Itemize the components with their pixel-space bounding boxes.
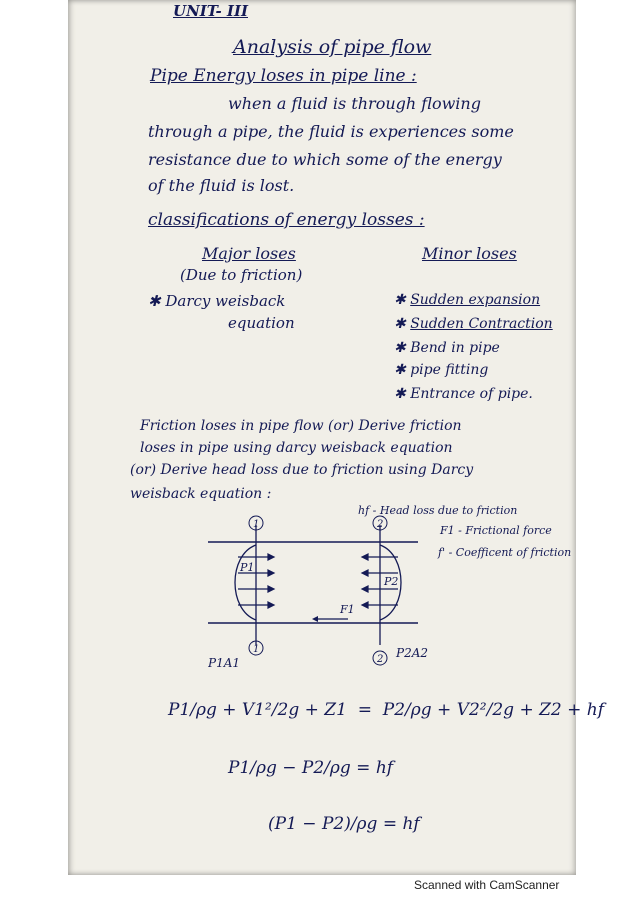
- legend-fprime: f' - Coefficent of friction: [438, 546, 572, 559]
- paragraph-line-3: resistance due to which some of the energy: [148, 150, 502, 169]
- major-losses-title: Major loses: [202, 244, 296, 263]
- f1-label: F1: [340, 603, 355, 616]
- pipe-flow-diagram: [208, 515, 428, 675]
- equation-1: P1/ρg + V1²/2g + Z1 = P2/ρg + V2²/2g + Z2 + hf: [168, 700, 605, 720]
- derive-line-3: (or) Derive head loss due to friction using Darcy: [130, 462, 474, 478]
- derive-line-1: Friction loses in pipe flow (or) Derive friction: [140, 418, 462, 434]
- major-losses-subtitle: (Due to friction): [180, 266, 303, 284]
- minor-item-text: Bend in pipe: [410, 340, 500, 356]
- minor-item-4: ✱ pipe fitting: [394, 362, 489, 378]
- major-item-1-cont: equation: [228, 314, 295, 332]
- derive-line-4: weisback equation :: [130, 486, 272, 502]
- derive-line-2: loses in pipe using darcy weisback equation: [140, 440, 453, 456]
- paragraph-line-4: of the fluid is lost.: [148, 176, 295, 195]
- section-2-label-top: 2: [377, 519, 384, 530]
- minor-losses-title: Minor loses: [422, 244, 517, 263]
- equation-3: (P1 − P2)/ρg = hf: [268, 814, 420, 834]
- equation-1-rhs: P2/ρg + V2²/2g + Z2 + hf: [382, 700, 605, 720]
- minor-item-5: ✱ Entrance of pipe.: [394, 386, 533, 402]
- minor-item-2: ✱ Sudden Contraction: [394, 316, 553, 332]
- major-item-text: Darcy weisback: [165, 292, 286, 310]
- legend-hf: hf - Head loss due to friction: [358, 504, 518, 517]
- minor-item-text: Sudden Contraction: [410, 316, 553, 332]
- section-2-label-bottom: 2: [377, 654, 384, 665]
- unit-label: UNIT- III: [173, 2, 248, 20]
- section-1-label-top: 1: [253, 519, 260, 530]
- page-title: Analysis of pipe flow: [233, 36, 432, 58]
- friction-arrowhead: [312, 616, 318, 622]
- p2a2-label: P2A2: [396, 646, 428, 660]
- p1a1-label: P1A1: [208, 656, 241, 670]
- paragraph-line-2: through a pipe, the fluid is experiences some: [148, 122, 514, 141]
- minor-item-3: ✱ Bend in pipe: [394, 340, 500, 356]
- legend-f1: F1 - Frictional force: [440, 524, 552, 537]
- section-1-label-bottom: 1: [253, 644, 260, 655]
- equation-1-lhs: P1/ρg + V1²/2g + Z1: [168, 700, 347, 720]
- minor-item-text: Entrance of pipe.: [410, 386, 533, 402]
- classification-heading: classifications of energy losses :: [148, 210, 425, 230]
- pressure-profile-1: [235, 545, 256, 620]
- notebook-page: [68, 0, 605, 875]
- p2-label: P2: [384, 575, 399, 588]
- equation-2: P1/ρg − P2/ρg = hf: [228, 758, 394, 778]
- section-heading-energy-losses: Pipe Energy loses in pipe line :: [150, 66, 417, 86]
- minor-item-text: Sudden expansion: [410, 292, 541, 308]
- minor-item-1: ✱ Sudden expansion: [394, 292, 541, 308]
- scanner-watermark: Scanned with CamScanner: [414, 878, 560, 892]
- minor-item-text: pipe fitting: [410, 362, 489, 378]
- paragraph-line-1: when a fluid is through flowing: [228, 94, 481, 113]
- p1-label: P1: [240, 561, 255, 574]
- major-item-1: ✱ Darcy weisback: [148, 292, 286, 310]
